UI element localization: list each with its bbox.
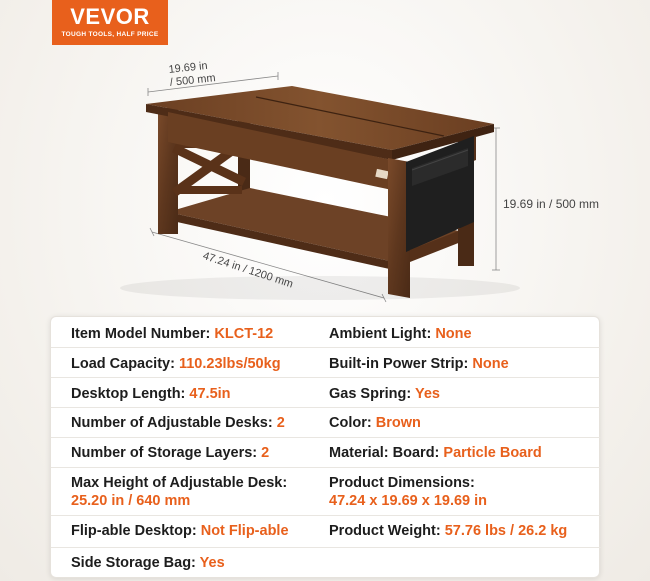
spec-label: Desktop Length: [71,386,190,402]
spec-value: None [435,326,472,342]
spec-value: 57.76 lbs / 26.2 kg [444,523,568,539]
spec-flip-desktop [71,522,289,540]
spec-row [51,347,601,377]
spec-label: Flip-able Desktop: [71,523,201,539]
spec-label: Material: Board: [329,445,444,461]
spec-max-height [71,474,287,510]
spec-row [51,407,601,437]
spec-value: 2 [276,415,285,431]
depth-dimension-line2: / 500 mm [169,72,217,89]
brand-tagline: TOUGH TOOLS, HALF PRICE [61,31,159,38]
spec-value: None [472,356,509,372]
spec-value: KLCT-12 [214,326,274,342]
spec-product-weight [329,522,567,540]
spec-ambient-light [329,325,472,343]
spec-power-strip [329,355,509,373]
width-dimension-label: 47.24 in / 1200 mm [201,250,295,291]
spec-label: Number of Storage Layers: [71,445,262,461]
depth-dimension-line1: 19.69 in [168,59,209,76]
spec-color [329,414,421,432]
spec-value: Yes [414,386,440,402]
spec-label: Gas Spring: [329,386,415,402]
spec-storage-layers [71,444,269,462]
spec-label: Side Storage Bag: [71,555,200,571]
spec-value: Yes [199,555,225,571]
table-shadow [120,276,520,300]
depth-dimension-label [168,59,216,90]
spec-load-capacity [71,355,281,373]
spec-row [51,437,601,467]
spec-row [51,317,601,347]
spec-label: Product Dimensions: [329,475,475,491]
spec-side-storage-bag [71,554,225,572]
spec-value: 47.5in [189,386,231,402]
spec-value: 110.23lbs/50kg [178,356,281,372]
spec-value: Particle Board [443,445,542,461]
spec-value: Brown [375,415,421,431]
spec-table [50,316,600,578]
spec-adjustable-desks [71,414,285,432]
spec-label: Item Model Number: [71,326,215,342]
spec-label: Color: [329,415,376,431]
spec-label: Ambient Light: [329,326,436,342]
spec-label: Load Capacity: [71,356,179,372]
spec-item-model [71,325,273,343]
spec-label: Built-in Power Strip: [329,356,473,372]
height-dimension-label: 19.69 in / 500 mm [503,197,600,211]
spec-row [51,377,601,407]
spec-material [329,444,542,462]
spec-value: 2 [261,445,270,461]
spec-value: 47.24 x 19.69 x 19.69 in [329,493,488,509]
brand-name: VEVOR [70,4,150,29]
spec-gas-spring [329,385,440,403]
spec-value: Not Flip-able [200,523,289,539]
spec-row [51,467,601,515]
spec-row [51,515,601,547]
spec-value: 25.20 in / 640 mm [71,493,191,509]
spec-row [51,547,601,578]
spec-product-dimensions [329,474,487,510]
spec-label: Max Height of Adjustable Desk: [71,475,288,491]
spec-label: Number of Adjustable Desks: [71,415,277,431]
spec-label: Product Weight: [329,523,445,539]
spec-desktop-length [71,385,231,403]
